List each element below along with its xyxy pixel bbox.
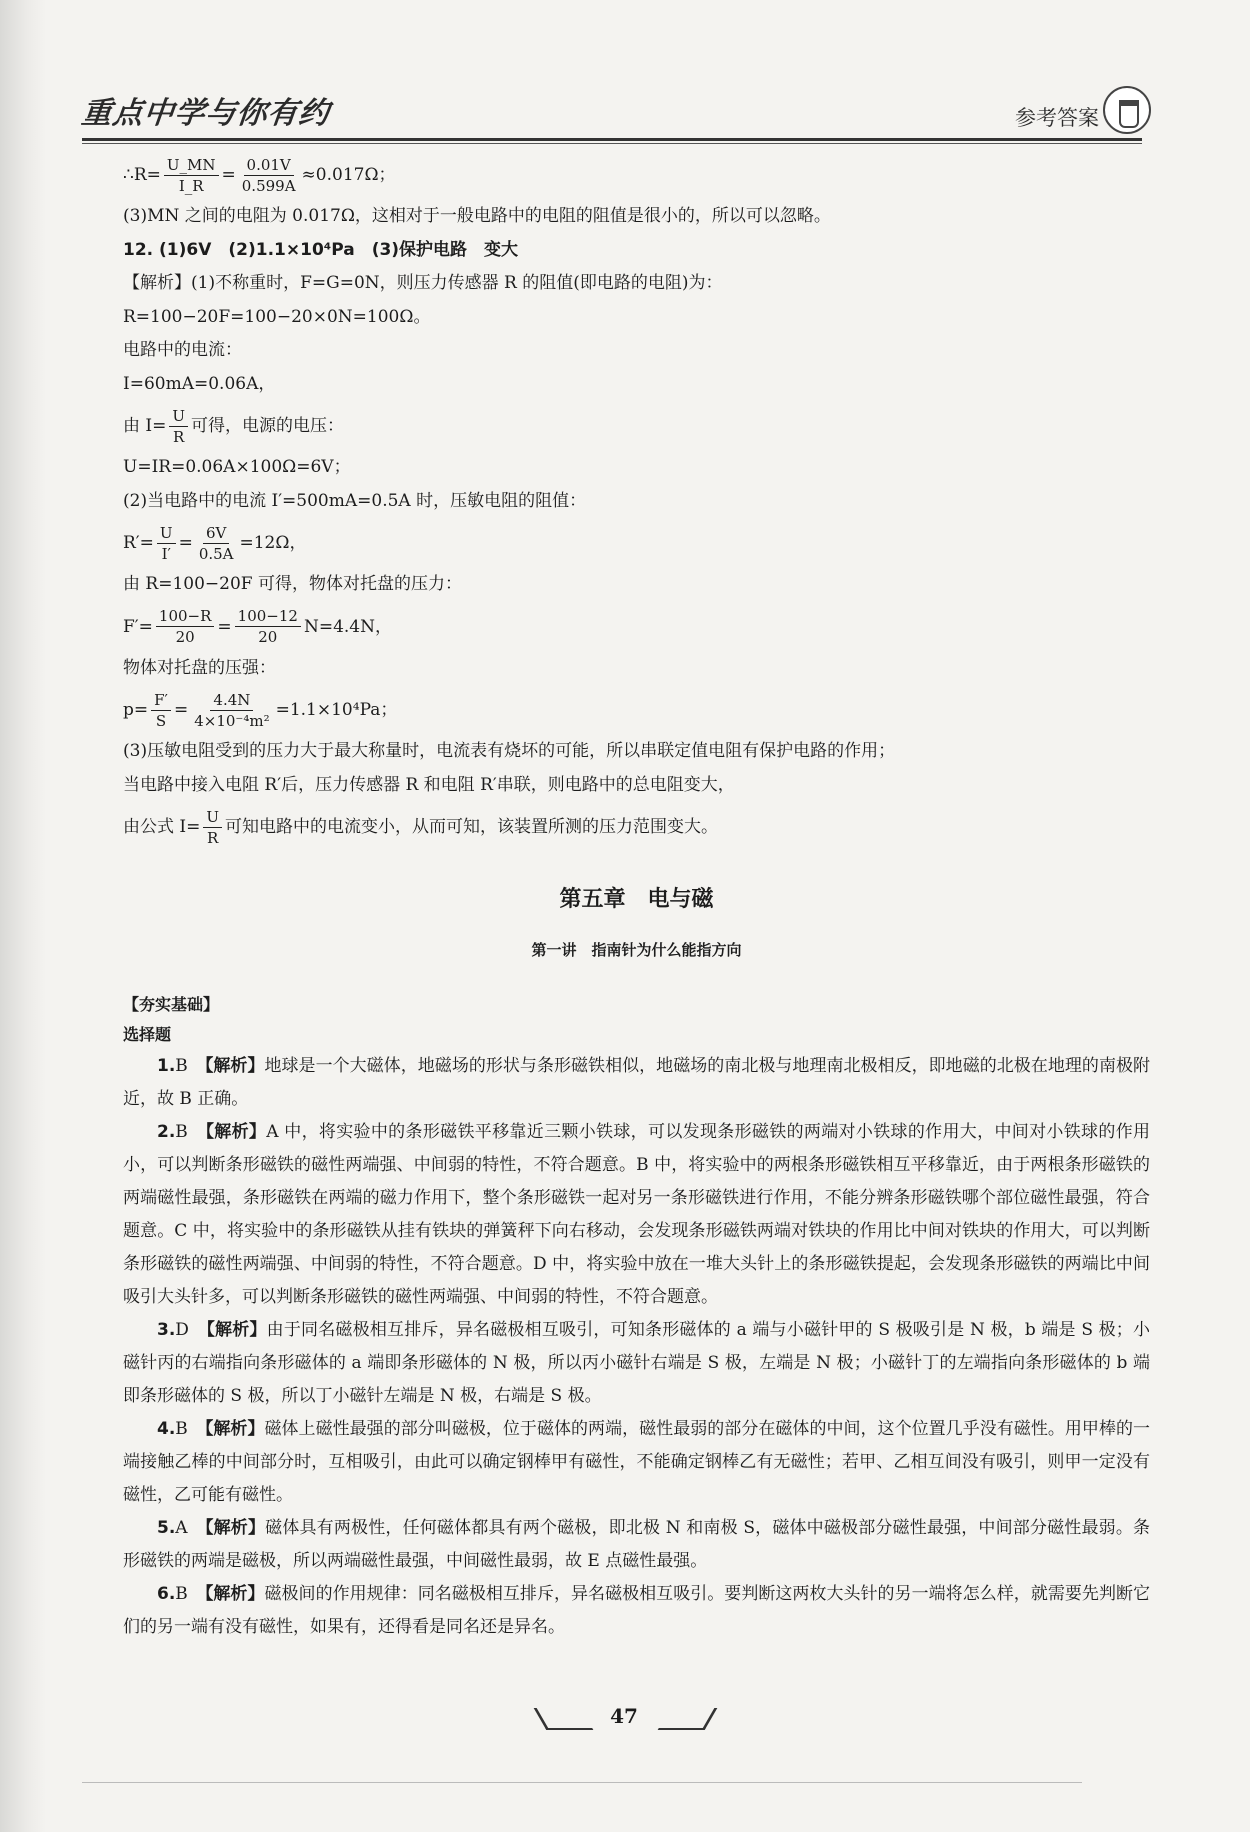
- formula-text: =: [178, 533, 193, 553]
- denominator: 20: [258, 628, 278, 646]
- scan-edge-shadow: [0, 0, 46, 1832]
- answer-text: 磁极间的作用规律：同名磁极相互排斥，异名磁极相互吸引。要判断这两枚大头针的另一端将怎么样，就需要先判断它们的另一端有没有磁性，如果有，还得看是同名还是异名。: [123, 1584, 1151, 1637]
- answer-number: 6.: [157, 1584, 176, 1604]
- answer-line: I=60mA=0.06A，: [123, 373, 276, 394]
- main-content: [123, 150, 1150, 1644]
- answer-line: R=100−20F=100−20×0N=100Ω。: [123, 306, 431, 327]
- numerator: U: [169, 406, 188, 427]
- fraction: [191, 690, 272, 731]
- formula-f-prime: [123, 602, 1150, 652]
- denominator: 0.599A: [241, 176, 296, 195]
- page-number: 47: [610, 1704, 638, 1728]
- numerator: U: [157, 523, 176, 544]
- analysis-tag: 【解析】: [206, 1320, 267, 1340]
- formula-text: 由 I=: [123, 416, 167, 436]
- formula-text: R′=: [123, 533, 154, 553]
- analysis-tag: 【解析】: [204, 1518, 266, 1538]
- formula-text: =: [173, 700, 189, 720]
- denominator: R: [207, 828, 219, 847]
- emblem-icon: [1103, 86, 1151, 134]
- analysis-tag: 【解析】: [204, 1584, 265, 1604]
- chapter-title: 第五章 电与磁: [559, 887, 714, 912]
- bottom-rule: [82, 1782, 1082, 1783]
- answer-number: 2.: [157, 1122, 176, 1142]
- formula-text: F′=: [123, 616, 153, 637]
- answer-line: (3)MN 之间的电阻为 0.017Ω，这相对于一般电路中的电阻的阻值是很小的，所以可以忽略。: [123, 206, 831, 226]
- formula-p: [123, 685, 1150, 735]
- formula-text: 可知电路中的电流变小，从而可知，该装置所测的压力范围变大。: [225, 817, 719, 837]
- fraction: [203, 807, 222, 848]
- denominator: I_R: [178, 176, 204, 195]
- page-footer: [0, 1700, 1250, 1740]
- formula-r: [123, 150, 1150, 200]
- fraction: [235, 606, 301, 647]
- fraction: [196, 523, 237, 564]
- fraction: [169, 406, 188, 447]
- answer-line: U=IR=0.06A×100Ω=6V；: [123, 457, 351, 477]
- answer-label: 参考答案: [1015, 106, 1099, 130]
- formula-text: p=: [123, 700, 149, 720]
- brand-title: 重点中学与你有约: [79, 96, 332, 131]
- formula-text: =: [217, 616, 232, 637]
- formula-text: ≈0.017Ω；: [301, 165, 396, 185]
- answer-text: 地球是一个大磁体，地磁场的形状与条形磁铁相似，地磁场的南北极与地理南北极相反，即地磁的北极在地理的南极附近，故 B 正确。: [123, 1056, 1151, 1109]
- answer-letter: B: [175, 1122, 188, 1142]
- answer-line: (2)当电路中的电流 I′=500mA=0.5A 时，压敏电阻的阻值：: [123, 490, 587, 511]
- numerator: U: [203, 807, 222, 828]
- formula-text: 可得，电源的电压：: [191, 416, 345, 436]
- formula-text: 由公式 I=: [123, 817, 201, 837]
- denominator: I′: [161, 544, 171, 563]
- header-rule: [82, 138, 1142, 141]
- answer-letter: B: [175, 1056, 188, 1076]
- denominator: 20: [175, 628, 195, 646]
- formula-text: =12Ω，: [239, 533, 307, 553]
- answer-text: 磁体具有两极性，任何磁体都具有两个磁极，即北极 N 和南极 S，磁体中磁极部分磁性最强，中间部分磁性最弱。条形磁铁的两端是磁极，所以两端磁性最强，中间磁性最弱，故 E 点磁性最强。: [123, 1518, 1151, 1571]
- fraction: [164, 155, 219, 196]
- formula-i: [123, 401, 1150, 451]
- answer-text: A 中，将实验中的条形磁铁平移靠近三颗小铁球，可以发现条形磁铁的两端对小铁球的作用大，中间对小铁球的作用小，可以判断条形磁铁的磁性两端强、中间弱的特性，不符合题意。B 中，将实验中的两根条形磁铁相互平移靠近，由于两根条形磁铁的两端磁性最强，条形磁铁在两端的磁力作用下，整个条形磁铁一起对另一条形磁铁进行作用，不能分辨条形磁铁哪个部位磁性最强，符合题意。C 中，将实验中的条形磁铁从挂有铁块的弹簧秤下向右移动，会发现条形磁铁两端对铁块的作用比中间对铁块的作用大，可以判断条形磁铁的磁性两端强、中间弱的特性，不符合题意。D 中，将实验中放在一堆大头针上的条形磁铁提起，会发现条形磁铁的两端比中间吸引大头针多，可以判断条形磁铁的磁性两端强、中间弱的特性，不符合题意。: [123, 1122, 1151, 1307]
- denominator: 4×10⁻⁴m²: [194, 711, 270, 730]
- answer-item: [123, 1512, 1150, 1578]
- answer-text: 由于同名磁极相互排斥，异名磁极相互吸引，可知条形磁体的 a 端与小磁针甲的 S 极吸引是 N 极，b 端是 S 极；小磁针丙的右端指向条形磁体的 a 端即条形磁体的 N 极，所以丙小磁针右端是 S 极，左端是 N 极；小磁针丁的左端指向条形磁体的 b 端即条形磁体的 S 极，所以丁小磁针左端是 N 极，右端是 S 极。: [123, 1320, 1150, 1406]
- numerator: 100−R: [156, 606, 215, 627]
- numerator: 6V: [203, 523, 229, 544]
- answer-line: 【解析】(1)不称重时，F=G=0N，则压力传感器 R 的阻值(即电路的电阻)为：: [123, 273, 723, 293]
- answer-item: [123, 1413, 1150, 1512]
- answer-letter: B: [175, 1419, 188, 1439]
- denominator: 0.5A: [198, 544, 234, 563]
- formula-r-prime: [123, 518, 1150, 568]
- answer-letter: A: [175, 1518, 188, 1538]
- formula-i-final: [123, 802, 1150, 852]
- analysis-tag: 【解析】: [205, 1122, 267, 1142]
- fraction: [157, 523, 176, 564]
- numerator: U_MN: [164, 155, 219, 176]
- lecture-title: 第一讲 指南针为什么能指方向: [531, 941, 742, 959]
- answer-number: 4.: [157, 1419, 176, 1439]
- numerator: 0.01V: [244, 155, 294, 176]
- section-title: 【夯实基础】: [123, 995, 220, 1014]
- formula-text: =: [221, 165, 236, 185]
- formula-text: N=4.4N，: [303, 616, 392, 637]
- page-ornament-right-icon: [658, 1708, 718, 1730]
- answer-line: (3)压敏电阻受到的压力大于最大称量时，电流表有烧坏的可能，所以串联定值电阻有保护电路的作用；: [123, 741, 896, 761]
- fraction: [156, 606, 215, 647]
- answer-number: 3.: [157, 1320, 176, 1340]
- answer-item: [123, 1578, 1150, 1644]
- answer-line: 电路中的电流：: [123, 340, 242, 360]
- analysis-tag: 【解析】: [204, 1419, 265, 1439]
- formula-text: =1.1×10⁴Pa；: [275, 700, 398, 720]
- answer-number: 5.: [157, 1518, 176, 1538]
- answer-item: [123, 1314, 1150, 1413]
- answer-line: 物体对托盘的压强：: [123, 657, 276, 678]
- answer-letter: B: [175, 1584, 188, 1604]
- denominator: S: [155, 711, 167, 730]
- analysis-tag: 【解析】: [204, 1056, 265, 1076]
- numerator: 100−12: [235, 606, 301, 627]
- numerator: F′: [151, 690, 171, 711]
- formula-text: ∴R=: [123, 165, 161, 185]
- fraction: [239, 155, 299, 196]
- question-12-answer: 12. (1)6V (2)1.1×10⁴Pa (3)保护电路 变大: [123, 239, 519, 260]
- section-subtitle: 选择题: [123, 1025, 172, 1044]
- answer-item: [123, 1050, 1150, 1116]
- answer-line: 当电路中接入电阻 R′后，压力传感器 R 和电阻 R′串联，则电路中的总电阻变大，: [123, 774, 735, 795]
- numerator: 4.4N: [210, 690, 253, 711]
- page-header: [79, 74, 1157, 138]
- answer-item: [123, 1116, 1150, 1314]
- denominator: R: [173, 427, 185, 446]
- answer-text: 磁体上磁性最强的部分叫磁极，位于磁体的两端，磁性最弱的部分在磁体的中间，这个位置几乎没有磁性。用甲棒的一端接触乙棒的中间部分时，互相吸引，由此可以确定钢棒甲有磁性，不能确定钢棒乙有无磁性；若甲、乙相互间没有吸引，则甲一定没有磁性，乙可能有磁性。: [123, 1419, 1151, 1505]
- answer-line: 由 R=100−20F 可得，物体对托盘的压力：: [123, 574, 462, 594]
- answer-letter: D: [175, 1320, 189, 1340]
- answer-number: 1.: [157, 1056, 176, 1076]
- fraction: [151, 690, 171, 731]
- header-rule-thin: [82, 143, 1142, 144]
